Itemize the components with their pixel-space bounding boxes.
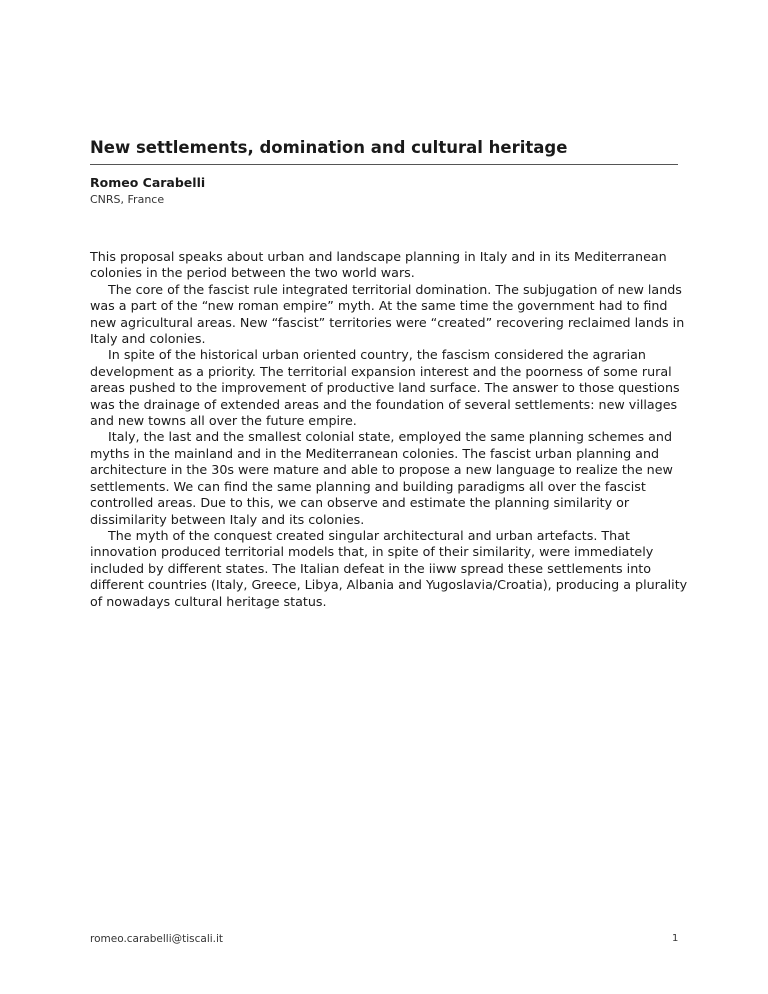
page-number: 1 xyxy=(672,933,679,944)
author-name: Romeo Carabelli xyxy=(90,175,206,190)
abstract-paragraph: The myth of the conquest created singular architectural and urban artefacts. That innovation produced territorial models that, in spite of their similarity, were immediately included by different states. The Italian defeat in the iiww spread these settlements into different countries (Italy, Greece, Libya, Albania and Yugoslavia/Croatia), producing a plurality of nowadays cultural heritage status. xyxy=(90,527,688,609)
title-divider xyxy=(90,164,678,165)
abstract-paragraph: In spite of the historical urban oriented country, the fascism considered the agrarian development as a priority. The territorial expansion interest and the poorness of some rural areas pushed to the improvement of productive land surface. The answer to those questions was the drainage of extended areas and the foundation of several settlements: new villages and new towns all over the future empire. xyxy=(90,347,680,429)
document-title: New settlements, domination and cultural heritage xyxy=(90,138,568,157)
abstract-paragraph: The core of the fascist rule integrated territorial domination. The subjugation of new lands was a part of the “new roman empire” myth. At the same time the government had to find new agricultural areas. New “fascist” territories were “created” recovering reclaimed lands in Italy and colonies. xyxy=(90,281,685,347)
footer-email[interactable]: romeo.carabelli@tiscali.it xyxy=(90,933,224,945)
abstract-paragraph: This proposal speaks about urban and landscape planning in Italy and in its Mediterranean colonies in the period between the two world wars. xyxy=(90,249,667,281)
abstract-paragraph: Italy, the last and the smallest colonial state, employed the same planning schemes and myths in the mainland and in the Mediterranean colonies. The fascist urban planning and architecture in the 30s were mature and able to propose a new language to realize the new settlements. We can find the same planning and building paradigms all over the fascist controlled areas. Due to this, we can observe and estimate the planning similarity or dissimilarity between Italy and its colonies. xyxy=(90,429,673,527)
abstract-body xyxy=(90,249,690,610)
author-affiliation: CNRS, France xyxy=(90,193,165,206)
